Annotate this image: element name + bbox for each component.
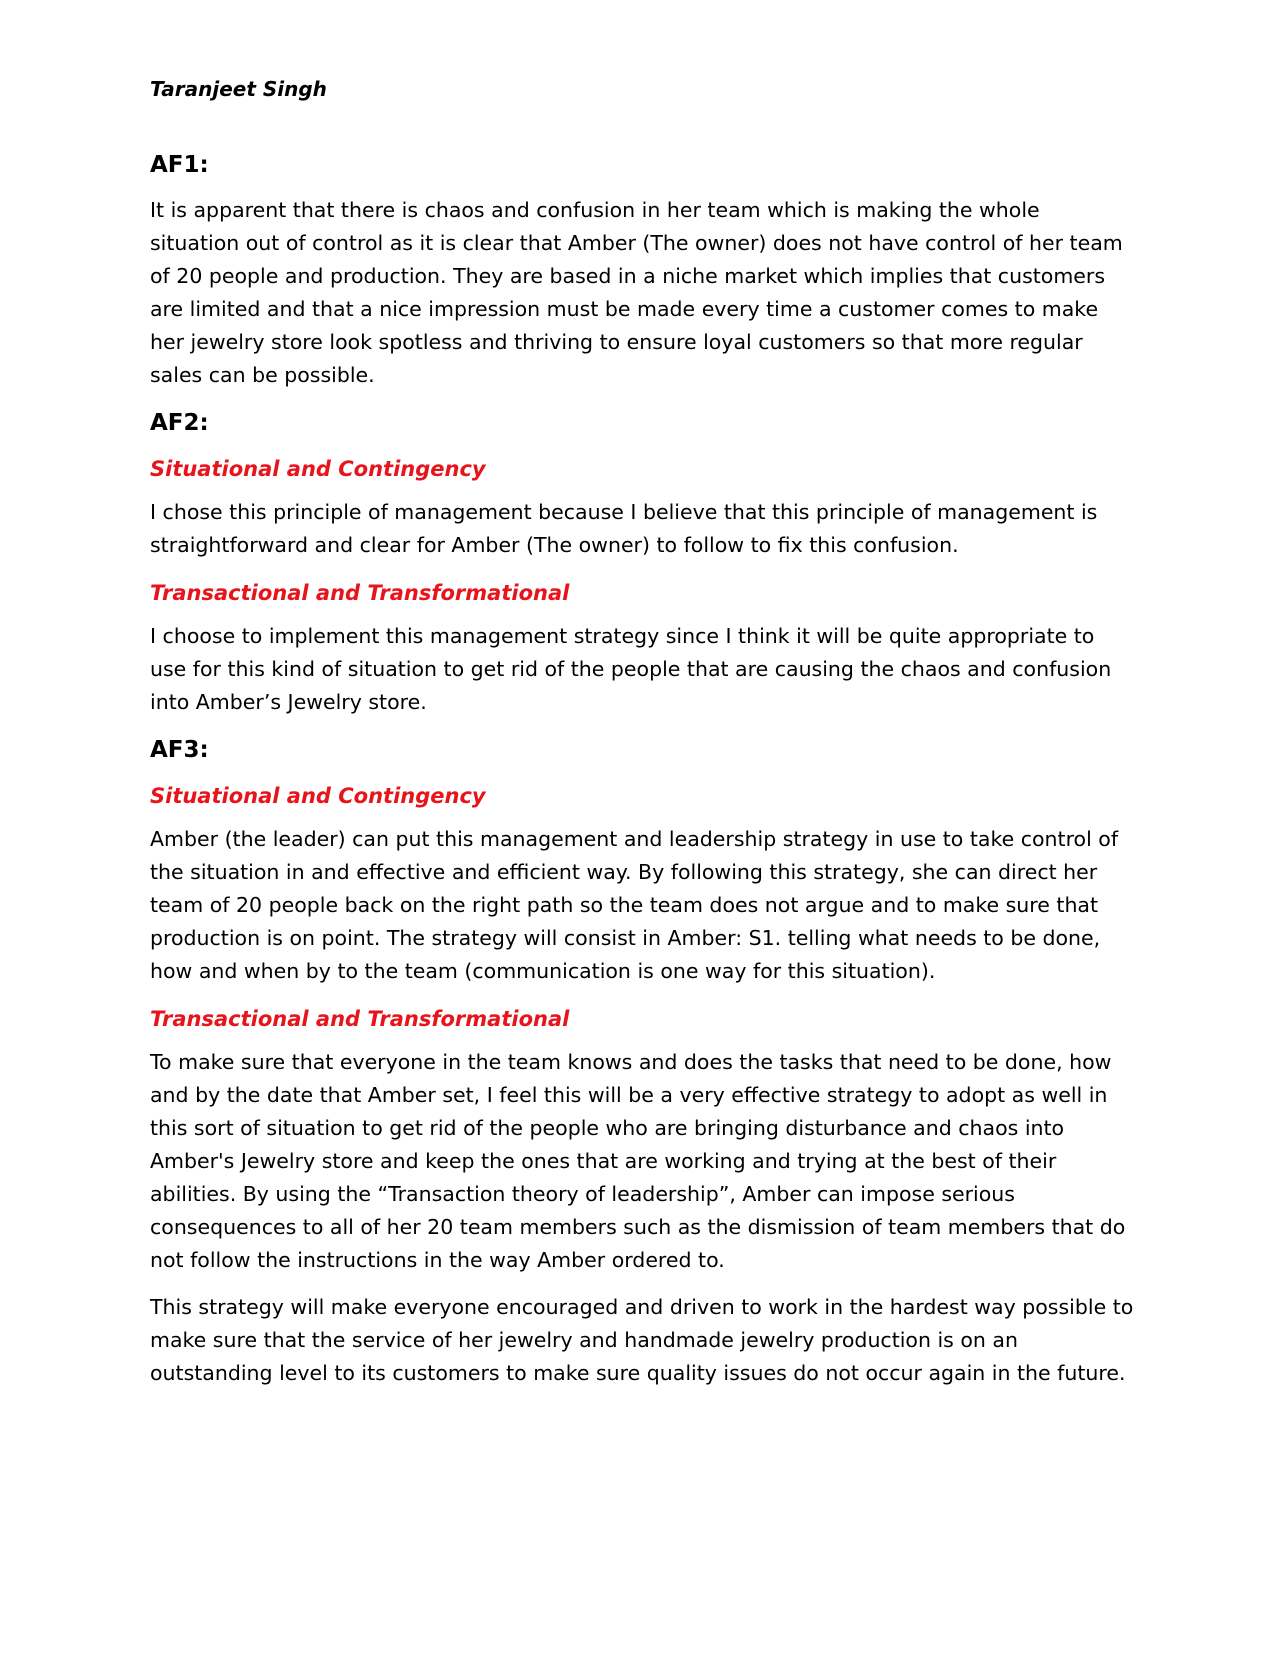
document-page bbox=[150, 72, 1135, 1404]
section-af1 bbox=[150, 148, 1135, 392]
subheading-transactional-transformational: Transactional and Transformational bbox=[150, 581, 570, 605]
section-af2 bbox=[150, 406, 1135, 719]
subheading-situational-contingency: Situational and Contingency bbox=[150, 457, 486, 481]
paragraph: This strategy will make everyone encouraged and driven to work in the hardest way possible to make sure that the service of her jewelry and handmade jewelry production is on an outstanding level to its customers to make sure quality issues do not occur again in the future. bbox=[150, 1295, 1134, 1385]
section-af3 bbox=[150, 733, 1135, 1390]
section-heading-af3: AF3: bbox=[150, 737, 209, 763]
paragraph: I choose to implement this management strategy since I think it will be quite appropriate to use for this kind of situation to get rid of the people that are causing the chaos and confusion into Amber’s Jewelry store. bbox=[150, 624, 1112, 714]
subheading-situational-contingency: Situational and Contingency bbox=[150, 784, 486, 808]
paragraph: To make sure that everyone in the team knows and does the tasks that need to be done, how and by the date that Amber set, I feel this will be a very effective strategy to adopt as well in this sort of situation to get rid of the people who are bringing disturbance and chaos into Amber's Jewelry store and keep the ones that are working and trying at the best of their abilities. By using the “Transaction theory of leadership”, Amber can impose serious consequences to all of her 20 team members such as the dismission of team members that do not follow the instructions in the way Amber ordered to. bbox=[150, 1050, 1126, 1272]
paragraph: I chose this principle of management because I believe that this principle of management is straightforward and clear for Amber (The owner) to follow to fix this confusion. bbox=[150, 500, 1098, 557]
subheading-transactional-transformational: Transactional and Transformational bbox=[150, 1007, 570, 1031]
author-name: Taranjeet Singh bbox=[150, 77, 327, 101]
section-heading-af2: AF2: bbox=[150, 410, 209, 436]
paragraph: It is apparent that there is chaos and confusion in her team which is making the whole situation out of control as it is clear that Amber (The owner) does not have control of her team of 20 people and production. They are based in a niche market which implies that customers are limited and that a nice impression must be made every time a customer comes to make her jewelry store look spotless and thriving to ensure loyal customers so that more regular sales can be possible. bbox=[150, 198, 1123, 387]
section-heading-af1: AF1: bbox=[150, 152, 209, 178]
paragraph: Amber (the leader) can put this management and leadership strategy in use to take control of the situation in and effective and efficient way. By following this strategy, she can direct her team of 20 people back on the right path so the team does not argue and to make sure that production is on point. The strategy will consist in Amber: S1. telling what needs to be done, how and when by to the team (communication is one way for this situation). bbox=[150, 827, 1119, 983]
